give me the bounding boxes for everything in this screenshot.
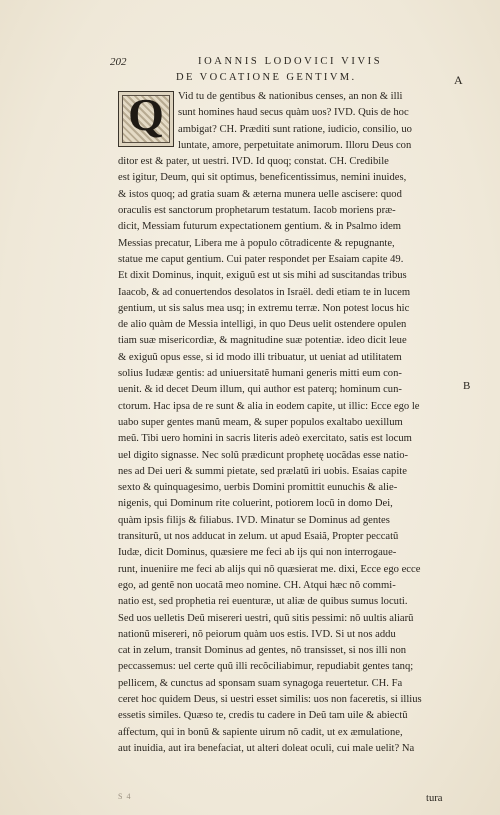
text-line: luntate, amore, perpetuitate animorum. Illoru Deus con	[178, 139, 412, 151]
text-line: natio est, sed prophetia rei euenturæ, ut aliæ de quibus sumus locuti.	[118, 596, 408, 608]
text-line: & istos quoq; ad gratia suam & æterna munera uelle ascisere: quod	[118, 188, 402, 200]
text-line: est igitur, Deum, qui sit optimus, beneficentissimus, nemini inuides,	[118, 172, 407, 184]
text-line: affectum, qui in bonũ & sapiente uirum nõ cadit, ut ex æmulatione,	[118, 726, 403, 738]
text-line: cat in zelum, transit Dominus ad gentes, nõ transisset, si nos illi non	[118, 645, 407, 657]
text-line: ceret hoc quidem Deus, si uestri esset similis: uos non faceretis, si illius	[118, 693, 422, 705]
text-line: & exiguũ opus esse, si id modo illi tribuatur, ut ueniat ad utilitatem	[118, 351, 402, 363]
text-body	[118, 89, 458, 757]
text-line: peccassemus: uel certe quũ illi recõciliabimur, repudiabit gentes tanq;	[118, 661, 414, 673]
text-line: uel digito signasse. Nec solũ prædicunt prophetę uocãdas esse natio-	[118, 449, 409, 461]
text-line: essetis similes. Quæso te, credis tu cadere in Deũ tam uile & abiectũ	[118, 710, 408, 722]
chapter-title: DE VOCATIONE GENTIVM.	[176, 72, 357, 83]
text-line: ambigat? CH. Præditi sunt ratione, iudicio, consilio, uo	[178, 123, 412, 135]
text-line: runt, inueniire me feci ab alijs qui nõ quæsierat me. dixi, Ecce ego ecce	[118, 563, 421, 575]
text-line: sunt homines haud secus quàm uos? IVD. Quis de hoc	[178, 107, 409, 119]
page-number: 202	[110, 56, 127, 68]
text-line: Et dixit Dominus, inquit, exiguũ est ut sis mihi ad suscitandas tribus	[118, 270, 407, 282]
initial-letter: Q	[128, 91, 164, 140]
text-line: nationũ misereri, nõ peiorum quàm uos estis. IVD. Si ut nos addu	[118, 628, 396, 640]
margin-letter-a: A	[454, 73, 463, 87]
text-line: nes ad Dei ueri & summi pietate, sed prælatũ iri uobis. Esaias capite	[118, 465, 407, 477]
running-title: IOANNIS LODOVICI VIVIS	[198, 56, 383, 67]
text-line: de alio quàm de Messia intelligi, in quo Deus uelit ostendere opulen	[118, 319, 407, 331]
text-line: Messias precatur, Libera me à populo cõtradicente & repugnante,	[118, 237, 395, 249]
text-line: ditor est & pater, ut uestri. IVD. Id quoq; constat. CH. Credibile	[118, 156, 389, 168]
margin-letter-b: B	[463, 380, 471, 392]
signature-mark: S 4	[118, 792, 132, 801]
text-line: Vid tu de gentibus & nationibus censes, an non & illi	[178, 91, 403, 102]
text-line: tiam suæ misericordiæ, & magnitudine suæ potentiæ. ideo dicit leue	[118, 335, 407, 347]
text-line: solius Iudææ gentis: ad uniuersitatẽ humani generis mitti eum con-	[118, 368, 402, 380]
text-line: transiturũ, ut nos adducat in zelum. ut apud Esaiã, Propter peccatũ	[118, 531, 399, 543]
text-line: sexto & quinquagesimo, uerbis Domini promittit eunuchis & alie-	[118, 482, 398, 494]
text-line: oraculis est sanctorum prophetarum testatum. Iacob moriens præ-	[118, 205, 396, 217]
catchword: tura	[426, 793, 443, 804]
text-line: Iudæ, dicit Dominus, quæsiere me feci ab ijs qui non interrogaue-	[118, 547, 397, 559]
text-line: meũ. Tibi uero homini in sacris literis adeò exercitato, satis est locum	[118, 433, 412, 445]
text-line: ego, ad gentẽ non uocatã meo nomine. CH. Atqui hæc nõ commi-	[118, 579, 396, 591]
text-line: pellicem, & cunctus ad sponsam suam synagoga reuertetur. CH. Fa	[118, 677, 403, 689]
text-line: uabo super gentes manũ meam, & super populos exaltabo uexillum	[118, 416, 403, 428]
text-line: Iaacob, & ad conuertendos desolatos in Israël. dedi etiam te in lucem	[118, 286, 411, 298]
text-line: aut inuidia, aut ira benefaciat, ut alteri doleat oculi, cui male uelit? Na	[118, 742, 415, 754]
text-line: Sed uos uelletis Deũ misereri uestri, quũ sitis pessimi: nõ uultis aliarũ	[118, 612, 414, 624]
text-line: nigenis, qui Dominum rite coluerint, potiorem locũ in domo Dei,	[118, 498, 393, 510]
text-line: ctorum. Hac ipsa de re sunt & alia in eodem capite, ut illic: Ecce ego le	[118, 400, 420, 412]
text-line: quàm ipsis filijs & filiabus. IVD. Minatur se Dominus ad gentes	[118, 514, 390, 526]
text-line: gentium, ut sis salus mea usq; in extremu terræ. Non potest locus hic	[118, 302, 410, 314]
text-line: uenit. & id decet Deum illum, qui author est paterq; hominum cun-	[118, 384, 402, 396]
text-line: dicit, Messiam futurum expectationem gentium. & in Psalmo idem	[118, 221, 402, 233]
text-line: statue me caput gentium. Cui pater respondet per Esaiam capite 49.	[118, 253, 404, 265]
